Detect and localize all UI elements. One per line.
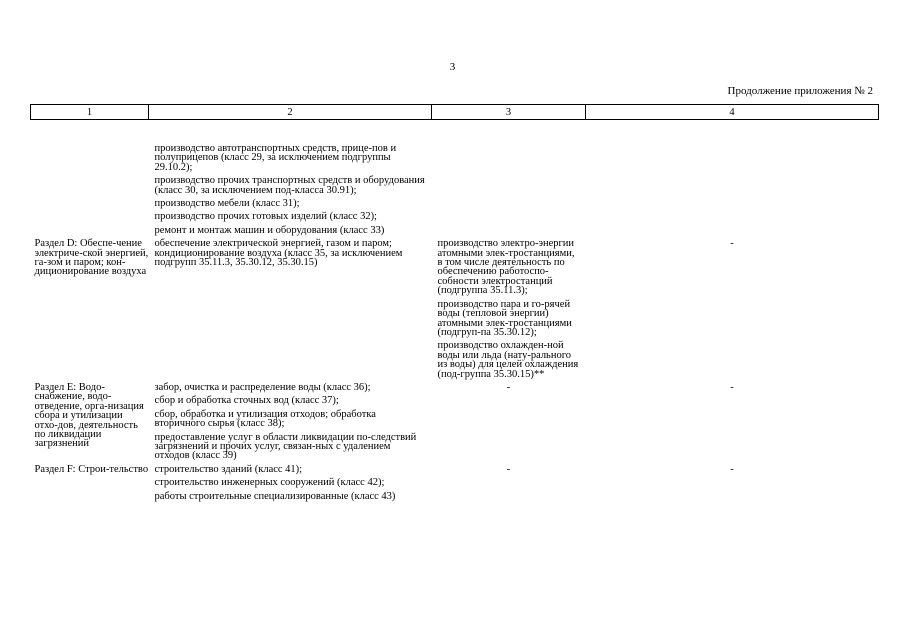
empty-dash: - (506, 381, 511, 393)
section-cell (31, 381, 149, 463)
column-header-2: 2 (149, 105, 432, 120)
section-title: Раздел F: Строи-тельство (34, 463, 149, 475)
table-row (31, 463, 879, 501)
section-title: Раздел D: Обеспе-чение электриче-ской энергией, га-зом и паром; кон-диционирование воздуха (34, 238, 149, 278)
activity-entry: ремонт и монтаж машин и оборудования (класс 33) (154, 224, 385, 236)
table-header-row (31, 105, 879, 120)
section-title: Раздел E: Водо-снабжение, водо-отведение, орга-низация сбора и утилизации отхо-дов, деятельность по ликвидации загрязнений (34, 381, 144, 450)
activity-entry: работы строительные специализированные (класс 43) (154, 490, 396, 502)
page-number: 3 (449, 61, 456, 73)
notes-cell (586, 120, 879, 238)
activity-entry: производство прочих транспортных средств и оборудования (класс 30, за исключением под-класса 30.91); (154, 175, 425, 196)
exclusion-entry: производство электро-энергии атомными элек-тростанциями, в том числе деятельность по обеспечению работоспо-собности электростанций (подгруппа 35.11.3); (437, 238, 575, 297)
column-header-1: 1 (31, 105, 149, 120)
exclusions-cell (432, 381, 586, 463)
empty-dash: - (506, 463, 511, 475)
activities-cell (149, 463, 432, 501)
activities-cell (149, 381, 432, 463)
activity-entry: предоставление услуг в области ликвидации по-следствий загрязнений и прочих услуг, связан-ных с удалением отходов (класс 39) (154, 431, 417, 462)
continuation-label: Продолжение приложения № 2 (727, 85, 873, 97)
exclusions-cell (432, 237, 586, 381)
exclusion-entry: производство охлажден-ной воды или льда (нату-рального из воды) для целей охлаждения (под-группа 35.30.15)** (437, 340, 579, 380)
exclusions-cell (432, 463, 586, 501)
table-row (31, 237, 879, 381)
exclusion-entry: производство пара и го-рячей воды (тепловой энергии) атомными элек-тростанциями (подгруп-па 35.30.12); (437, 298, 572, 338)
table-row (31, 381, 879, 463)
activity-entry: сбор, обработка и утилизация отходов; обработка вторичного сырья (класс 38); (154, 408, 376, 430)
activity-entry: сбор и обработка сточных вод (класс 37); (154, 395, 339, 407)
activity-entry: обеспечение электрической энергией, газом и паром; кондиционирование воздуха (класс 35, за исключением подгрупп 35.11.3, 35.30.12, 35.30.15) (154, 238, 403, 269)
section-cell (31, 120, 149, 238)
activities-cell (149, 237, 432, 381)
activity-entry: производство мебели (класс 31); (154, 198, 300, 210)
activities-cell (149, 120, 432, 238)
column-header-3: 3 (432, 105, 586, 120)
section-cell (31, 237, 149, 381)
notes-cell (586, 237, 879, 381)
notes-cell (586, 381, 879, 463)
activity-entry: строительство инженерных сооружений (класс 42); (154, 477, 385, 489)
activity-entry: производство прочих готовых изделий (класс 32); (154, 211, 377, 223)
activities-table (30, 104, 879, 501)
notes-cell (586, 463, 879, 501)
activity-entry: забор, очистка и распределение воды (класс 36); (154, 381, 371, 393)
column-header-4: 4 (586, 105, 879, 120)
empty-dash: - (730, 238, 734, 250)
empty-dash: - (730, 463, 734, 475)
section-cell (31, 463, 149, 501)
table-row (31, 120, 879, 238)
activity-entry: производство автотранспортных средств, прице-пов и полуприцепов (класс 29, за исключением подгруппы 29.10.2); (154, 143, 397, 173)
activity-entry: строительство зданий (класс 41); (154, 463, 303, 475)
exclusions-cell (432, 120, 586, 238)
empty-dash: - (730, 381, 734, 393)
